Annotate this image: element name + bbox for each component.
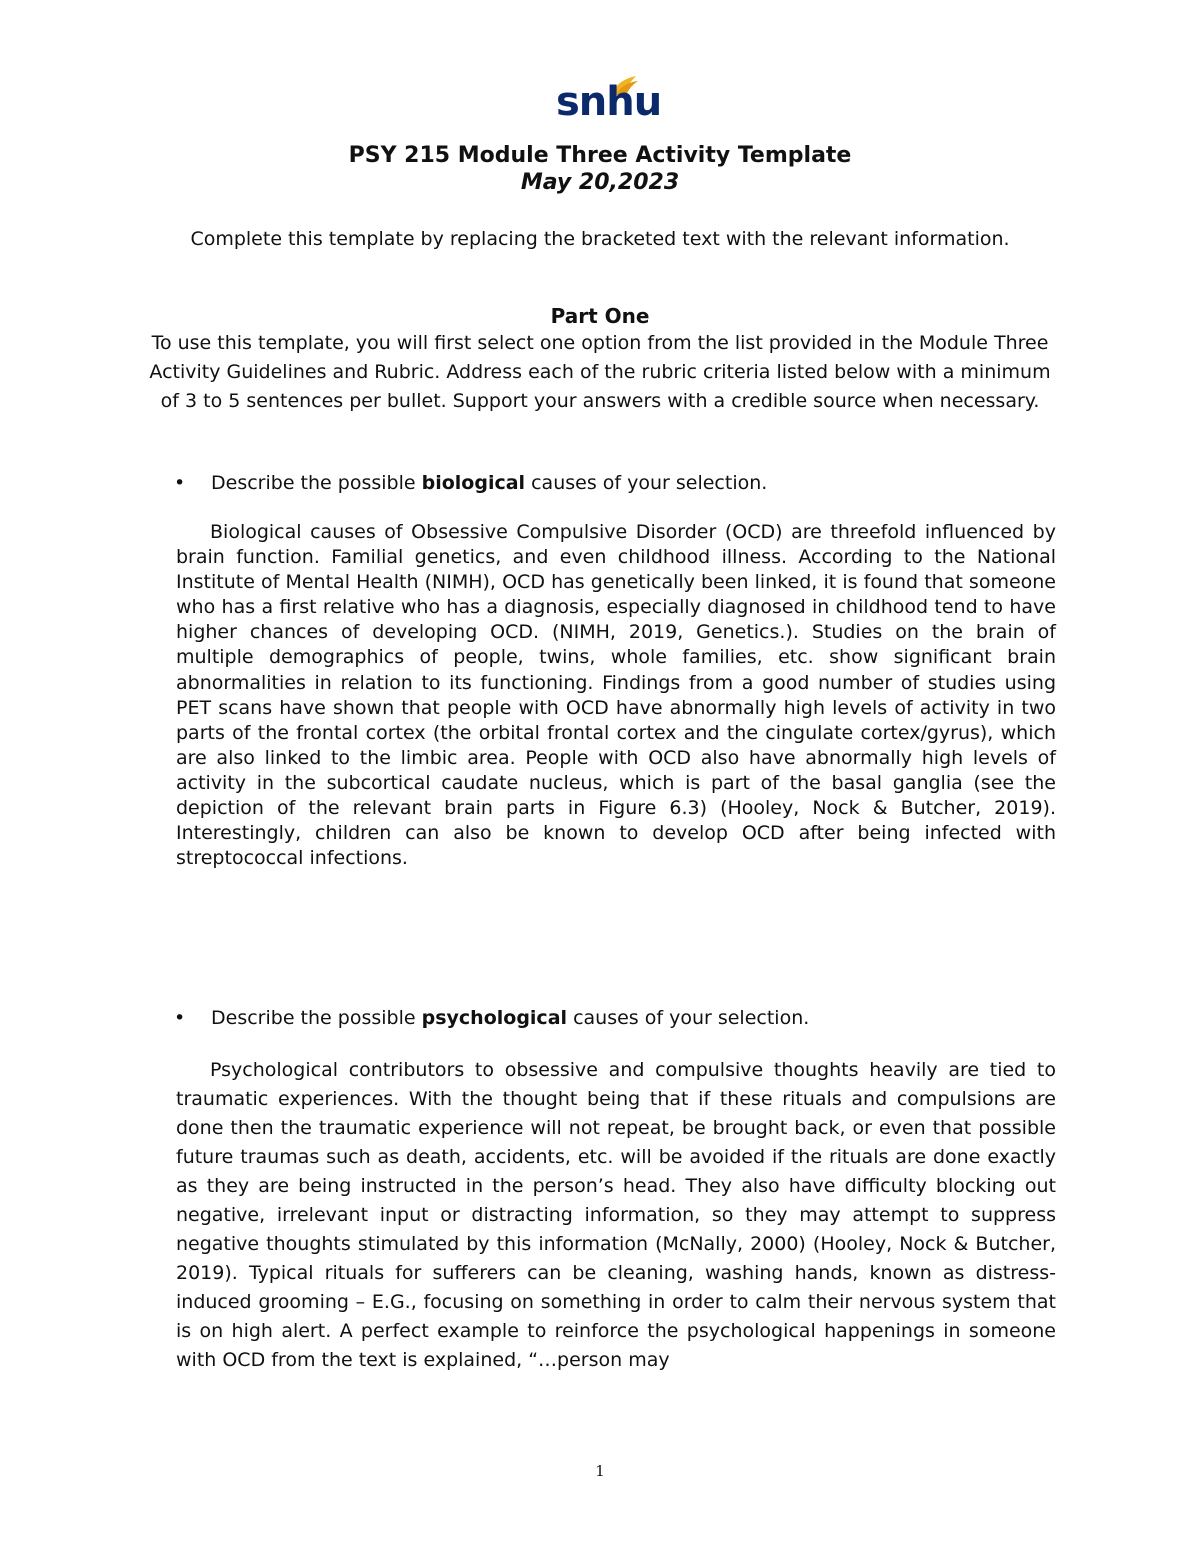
bullet-prompt: Describe the possible psychological causes of your selection. [211, 1007, 810, 1029]
bullet-marker: • [174, 1007, 186, 1029]
part-one-instructions: To use this template, you will first select one option from the list provided in the Module Three Activity Guidelines and Rubric. Address each of the rubric criteria listed below with a minimum of 3 to 5 sentences per bullet. Support your answers with a credible source when necessary. [149, 332, 1051, 412]
bullet-keyword: biological [421, 472, 526, 494]
part-one-heading: Part One [550, 304, 650, 328]
intro-text: Complete this template by replacing the bracketed text with the relevant information. [190, 228, 1010, 250]
biological-response: Biological causes of Obsessive Compulsive Disorder (OCD) are threefold influenced by brain function. Familial genetics, and even childhood illness. According to the National Institute of Mental Health (NIMH), OCD has genetically been linked, it is found that someone who has a first relative who has a diagnosis, especially diagnosed in childhood tend to have higher chances of developing OCD. (NIMH, 2019, Genetics.). Studies on the brain of multiple demographics of people, twins, whole families, etc. show significant brain abnormalities in relation to its functioning. Findings from a good number of studies using PET scans have shown that people with OCD have abnormally high levels of activity in two parts of the frontal cortex (the orbital frontal cortex and the cingulate cortex/gyrus), which are also linked to the limbic area. People with OCD also have abnormally high levels of activity in the subcortical caudate nucleus, which is part of the basal ganglia (see the depiction of the relevant brain parts in Figure 6.3) (Hooley, Nock & Butcher, 2019). Interestingly, children can also be known to develop OCD after being infected with streptococcal infections. [176, 521, 1056, 870]
bullet-marker: • [174, 472, 186, 494]
bullet-keyword: psychological [421, 1007, 568, 1029]
page-number: 1 [595, 1462, 605, 1480]
logo-wordmark: snhu [556, 79, 662, 125]
bullet-prompt: Describe the possible biological causes of your selection. [211, 472, 768, 494]
snhu-logo [550, 70, 662, 134]
psychological-response: Psychological contributors to obsessive and compulsive thoughts heavily are tied to traumatic experiences. With the thought being that if these rituals and compulsions are done then the traumatic experience will not repeat, be brought back, or even that possible future traumas such as death, accidents, etc. will be avoided if the rituals are done exactly as they are being instructed in the person’s head. They also have difficulty blocking out negative, irrelevant input or distracting information, so they may attempt to suppress negative thoughts stimulated by this information (McNally, 2000) (Hooley, Nock & Butcher, 2019). Typical rituals for sufferers can be cleaning, washing hands, known as distress-induced grooming – E.G., focusing on something in order to calm their nervous system that is on high alert. A perfect example to reinforce the psychological happenings in someone with OCD from the text is explained, “…person may [176, 1059, 1056, 1371]
document-title: PSY 215 Module Three Activity Template [348, 143, 852, 168]
document-date: May 20,2023 [520, 170, 680, 195]
